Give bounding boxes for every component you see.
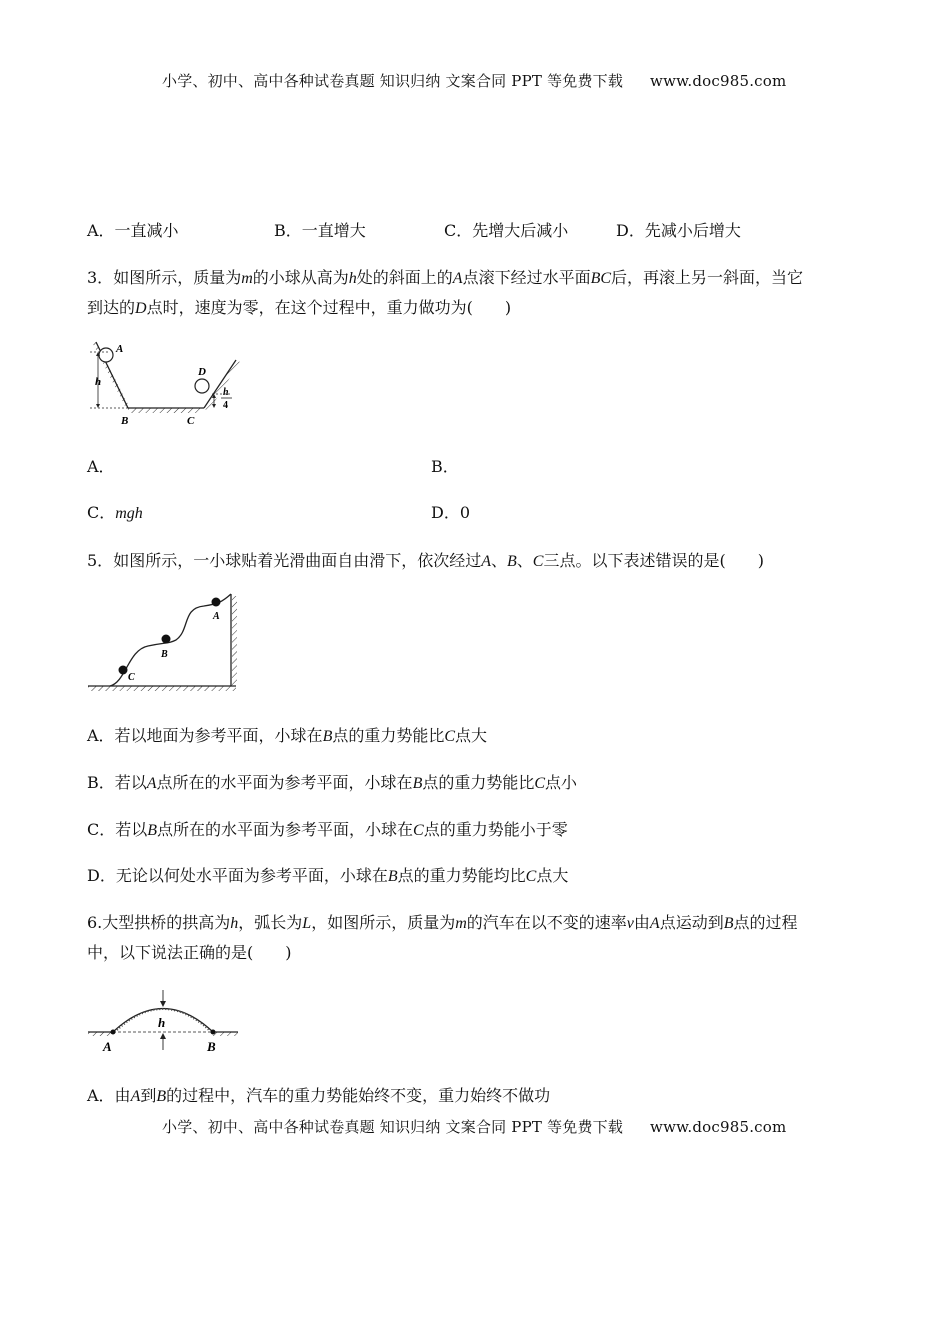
q5-ball-a [212,598,221,607]
q6-stem-line1: 6.大型拱桥的拱高为h，弧长为L，如图所示，质量为m的汽车在以不变的速率v由A点运动到B点的过程 [87,913,798,932]
q5-stem: 5．如图所示，一小球贴着光滑曲面自由滑下，依次经过A、B、C三点。以下表述错误的是( ) [87,551,764,570]
q3-option-a: A． [87,457,115,476]
q3-label-d: D [198,366,206,378]
q6-label-a: A [103,1039,112,1054]
q3-label-h: h [95,376,102,388]
q5-label-a: A [213,611,220,622]
page-footer [162,1116,786,1137]
q3-label-a: A [116,343,124,355]
q3-figure [86,338,246,428]
q6-option-a: A．由A到B的过程中，汽车的重力势能始终不变，重力始终不做功 [87,1086,551,1105]
q6-label-h: h [158,1015,166,1030]
footer-text: 小学、初中、高中各种试卷真题 知识归纳 文案合同 PPT 等免费下载 [162,1118,624,1136]
q3-stem-line1: 3．如图所示，质量为m的小球从高为h处的斜面上的A点滚下经过水平面BC后，再滚上另一斜面，当它 [87,268,804,287]
q5-option-b: B．若以A点所在的水平面为参考平面，小球在B点的重力势能比C点小 [87,773,578,792]
q6-arrow-up [160,1033,166,1039]
q5-option-c: C．若以B点所在的水平面为参考平面，小球在C点的重力势能小于零 [87,820,568,839]
prev-option-a: A．一直减小 [87,221,179,240]
q3-ball-d [195,379,209,393]
q3-option-c: C．mgh [87,503,143,522]
q3-stem-line2: 到达的D点时，速度为零，在这个过程中，重力做功为( ) [87,298,512,317]
q3-label-c: C [187,415,195,427]
q5-ball-c [119,666,128,675]
q5-label-c: C [128,672,135,683]
q5-option-d: D．无论以何处水平面为参考平面，小球在B点的重力势能均比C点大 [87,866,569,885]
header-text: 小学、初中、高中各种试卷真题 知识归纳 文案合同 PPT 等免费下载 [162,72,624,90]
q3-floor-hatch [128,408,202,413]
q5-ball-b [162,635,171,644]
header-url: www.doc985.com [650,72,787,90]
prev-option-b: B．一直增大 [274,221,366,240]
q6-point-a [111,1030,116,1035]
q6-label-b: B [207,1039,216,1054]
q5-figure [86,590,246,694]
prev-option-d: D．先减小后增大 [616,221,741,240]
q3-option-d: D．0 [431,503,471,522]
q6-figure [86,986,246,1056]
q3-frac-den: 4 [223,400,228,411]
q6-point-b [211,1030,216,1035]
q5-label-b: B [161,649,168,660]
q6-arrow-down [160,1001,166,1007]
page-header [162,70,786,91]
q3-option-b: B． [431,457,459,476]
prev-option-c: C．先增大后减小 [444,221,569,240]
q3-ball-a [99,348,113,362]
q6-stem-line2: 中，以下说法正确的是( ) [87,943,292,962]
q5-ground-hatch [88,686,236,691]
q3-frac-num: h [223,387,229,398]
footer-url: www.doc985.com [650,1118,787,1136]
q5-option-a: A．若以地面为参考平面，小球在B点的重力势能比C点大 [87,726,488,745]
q5-wall-hatch [232,596,237,686]
q3-label-b: B [121,415,129,427]
